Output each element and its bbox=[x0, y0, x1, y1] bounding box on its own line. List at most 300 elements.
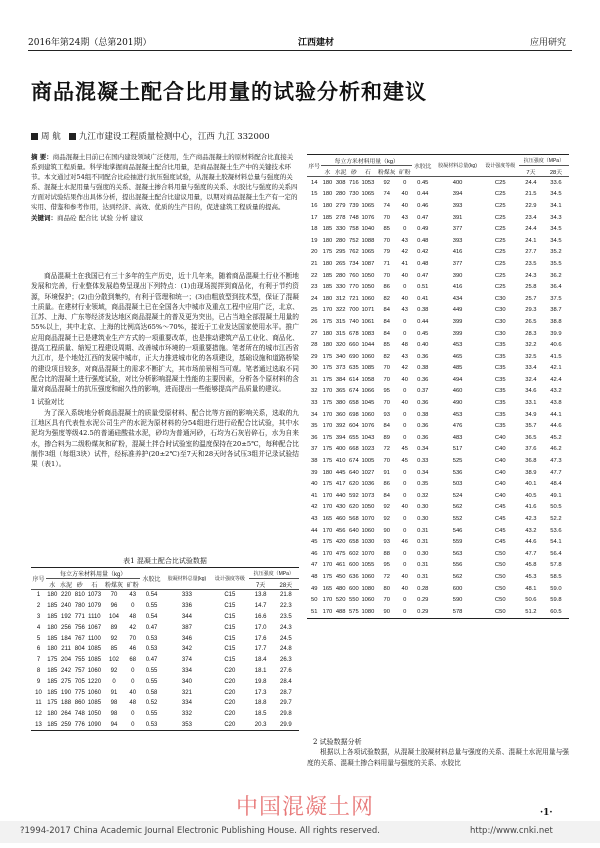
table-cell: C30 bbox=[494, 295, 506, 302]
table-cell: 0.37 bbox=[417, 388, 429, 395]
table-cell: 165 bbox=[322, 516, 333, 523]
section-2-paragraph: 根据以上各项试验数据，从混凝土胶凝材料总量与强度的关系、混凝土水泥用量与强度的关系、混凝土掺合料用量与强度的关系、水胶比 bbox=[307, 748, 569, 767]
table-cell: 485 bbox=[452, 365, 463, 372]
table-cell: 34.9 bbox=[525, 411, 537, 418]
table-cell: 390 bbox=[452, 272, 463, 279]
table-cell: 175 bbox=[322, 249, 333, 256]
table-cell: 416 bbox=[452, 284, 463, 291]
table-cell: 17.0 bbox=[254, 624, 267, 631]
table-cell: 50.5 bbox=[550, 504, 562, 511]
table-cell: 1023 bbox=[361, 446, 375, 453]
table-row bbox=[307, 432, 569, 444]
table-cell: 344 bbox=[181, 613, 192, 620]
table-cell: 775 bbox=[74, 689, 85, 696]
table-cell: 1085 bbox=[87, 646, 102, 653]
table-cell: 92 bbox=[383, 516, 390, 523]
table-cell: 80 bbox=[383, 585, 390, 592]
th-group: 每立方米材料用量（kg） bbox=[46, 568, 140, 579]
table-row bbox=[307, 293, 569, 305]
table-cell: 180 bbox=[322, 237, 333, 244]
table-row bbox=[31, 709, 299, 720]
table-cell: 308 bbox=[335, 179, 346, 186]
table-cell: 0.34 bbox=[417, 469, 429, 476]
table-cell: 40 bbox=[401, 191, 408, 198]
table-cell: 0.33 bbox=[417, 458, 429, 465]
table-cell: 46 bbox=[129, 646, 137, 653]
table-cell: 804 bbox=[74, 646, 85, 653]
table-cell: 23.5 bbox=[525, 260, 537, 267]
table-cell: 445 bbox=[335, 469, 346, 476]
table-cell: 399 bbox=[452, 318, 463, 325]
table-cell: 320 bbox=[335, 342, 346, 349]
table-cell: 74 bbox=[383, 202, 390, 209]
table-cell: 14.7 bbox=[254, 603, 267, 610]
table-cell: 600 bbox=[349, 562, 359, 569]
table-cell: 264 bbox=[61, 711, 72, 718]
table-cell: 170 bbox=[322, 423, 333, 430]
running-header bbox=[28, 33, 572, 49]
table-cell: 28.7 bbox=[280, 689, 292, 696]
table-cell: 315 bbox=[335, 330, 346, 337]
table-cell: 180 bbox=[47, 711, 58, 718]
table-cell: 465 bbox=[452, 353, 463, 360]
table-cell: 40 bbox=[401, 202, 408, 209]
page-number: ·1· bbox=[540, 808, 553, 818]
table-cell: 51.2 bbox=[525, 608, 537, 615]
table-cell: 592 bbox=[349, 492, 359, 499]
table-cell: C25 bbox=[494, 272, 506, 279]
table-cell: 340 bbox=[335, 353, 346, 360]
table-cell: 1050 bbox=[87, 711, 102, 718]
th-binder: 胶凝材料总量(kg) bbox=[434, 155, 482, 177]
table-cell: 1060 bbox=[361, 573, 375, 580]
table-cell: 41 bbox=[310, 492, 318, 499]
table-cell: 36.8 bbox=[525, 458, 537, 465]
table-cell: 24.1 bbox=[525, 237, 537, 244]
table-cell: 0.38 bbox=[417, 365, 429, 372]
table-cell: 58.5 bbox=[550, 573, 562, 580]
table-row bbox=[307, 606, 569, 618]
table-cell: 780 bbox=[74, 603, 85, 610]
table-cell: 0.58 bbox=[145, 689, 158, 696]
table-cell: 475 bbox=[335, 550, 346, 557]
table-cell: C20 bbox=[224, 667, 236, 674]
table-cell: 84 bbox=[383, 318, 390, 325]
table-cell: 1088 bbox=[361, 237, 375, 244]
th-col: 砂 bbox=[74, 579, 87, 590]
table-cell: 480 bbox=[335, 585, 346, 592]
table-row bbox=[307, 270, 569, 282]
table-cell: 22.3 bbox=[280, 603, 292, 610]
table-cell: 748 bbox=[349, 214, 359, 221]
table-cell: 1053 bbox=[361, 179, 375, 186]
table-cell: 72 bbox=[383, 573, 390, 580]
table-cell: 185 bbox=[47, 721, 58, 728]
table-cell: 90 bbox=[383, 527, 390, 534]
table-1-continued bbox=[307, 154, 569, 619]
author-affiliation: 九江市建设工程质量检测中心，江西 九江 332000 bbox=[78, 132, 270, 142]
abstract-text: 商品混凝土目前已在国内建设领域广泛使用，生产商品混凝土的原材料配合比直接关系到建筑工程质量。科学地掌握商品混凝土配合比用量，是商品混凝土生产中的关键技术环节。本文通过对54组不同配合比砼抽进行抗压强度试验，从混凝土胶凝材料总量与强度的关系、混凝土水泥用量与强度的关系、混凝土掺合料用量与强度的关系、水胶比与强度的关系四方面对试验结果作出具体分析，提出混凝土配合比建议用量，以期对商品混凝土生产有一定的实用、借鉴和参考作用，达到经济、高效、优质的生产目的，促进建筑工程质量的提高。 bbox=[31, 153, 298, 212]
table-cell: 0.36 bbox=[417, 434, 429, 441]
table-cell: 334 bbox=[181, 700, 192, 707]
table-cell: 41.6 bbox=[525, 504, 537, 511]
table-cell: 0.47 bbox=[145, 624, 158, 631]
table-cell: 256 bbox=[61, 624, 72, 631]
table-cell: 46 bbox=[310, 550, 318, 557]
table-cell: 525 bbox=[452, 458, 463, 465]
table-cell: 32.2 bbox=[525, 342, 537, 349]
th-wb: 水胶比 bbox=[140, 568, 163, 590]
table-cell: 175 bbox=[322, 353, 333, 360]
table-cell: 29.3 bbox=[525, 307, 537, 314]
table-cell: 28.3 bbox=[525, 330, 537, 337]
table-cell: 0.54 bbox=[145, 613, 158, 620]
table-cell: 1030 bbox=[361, 539, 375, 546]
table-cell: 88 bbox=[383, 550, 390, 557]
table-cell: 0.40 bbox=[417, 342, 429, 349]
table-cell: 259 bbox=[61, 721, 72, 728]
table-cell: 48 bbox=[129, 700, 137, 707]
table-cell: 658 bbox=[349, 400, 359, 407]
th-d28: 28天 bbox=[543, 166, 569, 177]
table-cell: 2 bbox=[36, 603, 41, 610]
table-cell: 0.30 bbox=[417, 504, 429, 511]
table-cell: 19.8 bbox=[254, 678, 267, 685]
table-cell: 0 bbox=[403, 597, 407, 604]
table-cell: 17.6 bbox=[254, 635, 267, 642]
intro-paragraph: 商品混凝土在我国已有三十多年的生产历史，近十几年来，随着商品混凝土行业不断地发展和完善，行业整体发展趋势呈现出下列特点：(1)由现场搅拌到商品化，有利于节约资源，环境保护；(2)由分散到集约，有利于管理和统一；(3)由粗放型到技术型，保证了混凝土质量。在建材行业领域，商品混凝土已在全国各大中城市及重点工程中应用广泛，北京、江苏、上海、广东等经济发达地区商品混凝土的普及更为突出，已占当地全部混凝土用量的55%以上，其中北京、上海的比例高达65%～70%，接近于工业发达国家使用水平。推广应用商品混凝土已是建筑业生产方式的一项重要改革，也是推动建筑产品工业化、商品化、提高工程质量、缩短工程建设周期、改善城市环境的一项重要措施。笔者所在的城市江西省九江市，是个地处江西的发展中城市，正大力推进城市化的各项建设，基础设施和道路桥梁的建设项目较多，对商品混凝土的需求不断扩大，其市场前景相当可观。笔者通过选取不同配合比的混凝土进行强度试验，对比分析影响混凝土性能的主要因素，分析各个原材料的含量对商品混凝土的抗压强度和耐久性的影响，进而提出一些能够提高产品质量的建议。 bbox=[31, 272, 299, 394]
table-cell: C35 bbox=[494, 353, 506, 360]
table-cell: C35 bbox=[494, 400, 506, 407]
table-cell: 399 bbox=[452, 330, 463, 337]
table-cell: 18.4 bbox=[254, 657, 267, 664]
author-square-icon bbox=[31, 133, 38, 140]
table-cell: 0.51 bbox=[417, 284, 429, 291]
table-cell: 180 bbox=[322, 191, 333, 198]
table-cell: 23 bbox=[310, 284, 318, 291]
table-cell: 34.5 bbox=[550, 226, 562, 233]
table-cell: 336 bbox=[181, 603, 192, 610]
table-cell: 185 bbox=[322, 272, 333, 279]
table-cell: 1058 bbox=[361, 376, 375, 383]
table-cell: 757 bbox=[74, 667, 85, 674]
table-cell: 16.6 bbox=[254, 613, 267, 620]
table-cell: 41 bbox=[401, 260, 408, 267]
th-grade: 设计强度等级 bbox=[482, 155, 519, 177]
table-cell: 0 bbox=[403, 527, 407, 534]
table-cell: 342 bbox=[181, 646, 192, 653]
th-d7: 7天 bbox=[249, 579, 273, 590]
table-cell: 15 bbox=[310, 191, 318, 198]
table-cell: 211 bbox=[61, 646, 71, 653]
table-cell: 96 bbox=[110, 603, 118, 610]
table-cell: 40 bbox=[401, 400, 408, 407]
table-2-body bbox=[307, 177, 569, 619]
table-row bbox=[31, 655, 299, 666]
table-cell: 74 bbox=[383, 191, 390, 198]
table-row bbox=[307, 525, 569, 537]
table-cell: 8 bbox=[36, 667, 41, 674]
table-row bbox=[307, 467, 569, 479]
table-row bbox=[307, 455, 569, 467]
table-cell: 27.6 bbox=[280, 667, 292, 674]
table-cell: 185 bbox=[47, 603, 58, 610]
th-col: 矿粉 bbox=[398, 166, 412, 177]
table-cell: 0.36 bbox=[417, 353, 429, 360]
table-cell: 47.7 bbox=[525, 550, 537, 557]
table-cell: 170 bbox=[322, 307, 333, 314]
table-cell: 28 bbox=[310, 342, 318, 349]
table-cell: 590 bbox=[452, 597, 463, 604]
table-cell: 29 bbox=[310, 353, 318, 360]
table-cell: C25 bbox=[494, 284, 506, 291]
table-cell: 32 bbox=[310, 388, 318, 395]
table-cell: 524 bbox=[452, 492, 463, 499]
table-cell: 21.5 bbox=[525, 191, 537, 198]
table-cell: 185 bbox=[322, 214, 333, 221]
table-cell: 1040 bbox=[361, 226, 375, 233]
table-cell: 0.45 bbox=[417, 179, 429, 186]
table-row bbox=[31, 633, 299, 644]
th-col: 砂 bbox=[348, 166, 360, 177]
table-cell: 84 bbox=[383, 307, 390, 314]
table-cell: 0 bbox=[403, 434, 407, 441]
table-cell: 440 bbox=[335, 492, 346, 499]
table-cell: 175 bbox=[322, 573, 333, 580]
table-cell: 170 bbox=[322, 492, 333, 499]
table-cell: 36.4 bbox=[550, 284, 562, 291]
table-cell: 98 bbox=[110, 711, 118, 718]
table-cell: 91 bbox=[383, 469, 390, 476]
table-cell: 1080 bbox=[361, 608, 375, 615]
table-cell: 34.6 bbox=[525, 388, 537, 395]
table-cell: 3 bbox=[36, 613, 41, 620]
table-cell: C45 bbox=[494, 504, 506, 511]
table-cell: 29.9 bbox=[280, 721, 292, 728]
table-cell: 1044 bbox=[361, 342, 375, 349]
section-label: 应用研究 bbox=[529, 38, 566, 48]
table-cell: 0.36 bbox=[417, 376, 429, 383]
table-cell: 450 bbox=[335, 573, 346, 580]
table-cell: 0 bbox=[403, 411, 407, 418]
table-row bbox=[307, 397, 569, 409]
table-cell: 46.2 bbox=[550, 446, 562, 453]
table-cell: 70 bbox=[383, 237, 390, 244]
table-row bbox=[307, 490, 569, 502]
table-cell: C20 bbox=[224, 721, 236, 728]
table-cell: 6 bbox=[36, 646, 41, 653]
table-cell: 0 bbox=[131, 678, 135, 685]
table-cell: 0.30 bbox=[417, 516, 429, 523]
table-row bbox=[307, 363, 569, 375]
table-cell: C25 bbox=[494, 226, 506, 233]
table-cell: C20 bbox=[224, 700, 236, 707]
table-cell: 280 bbox=[335, 237, 346, 244]
table-cell: 185 bbox=[47, 689, 58, 696]
th-d7: 7天 bbox=[519, 166, 543, 177]
table-cell: 43 bbox=[129, 592, 137, 599]
table-cell: 460 bbox=[452, 388, 463, 395]
table-row bbox=[307, 258, 569, 270]
table-cell: C20 bbox=[224, 678, 236, 685]
table-cell: 68 bbox=[129, 657, 137, 664]
table-cell: 278 bbox=[335, 214, 346, 221]
table-cell: 42 bbox=[401, 249, 408, 256]
table-cell: 0.47 bbox=[145, 657, 158, 664]
table-cell: 21 bbox=[310, 260, 318, 267]
table-cell: 28.4 bbox=[280, 678, 292, 685]
table-cell: 90 bbox=[383, 608, 390, 615]
table-cell: 315 bbox=[335, 318, 346, 325]
table-cell: 185 bbox=[322, 226, 333, 233]
table-row bbox=[307, 478, 569, 490]
table-cell: 721 bbox=[349, 295, 359, 302]
table-cell: 503 bbox=[452, 481, 463, 488]
table-cell: 0.53 bbox=[145, 635, 158, 642]
table-cell: 536 bbox=[452, 469, 463, 476]
section-1-paragraph: 为了深入系统地分析商品混凝土的质量受原材料、配合比等方面的影响关系，选取的九江地区具有代表性水泥公司生产的水泥为原材料的分54组进行进行砼配合比试验，其中水泥均为强度等级42.5的普通硅酸盐水泥，砂均为普通河砂，石均为石灰岩碎石，水为自来水，掺合料为二级粉煤灰和矿粉，混凝土拌合时试验室的温度保持在20±5℃，每种配合比制作3组（每组3块）试件，经标准养护(20±2℃)至7天和28天时各试压3组并记录试验结果（表1）。 bbox=[31, 408, 299, 469]
table-row bbox=[307, 594, 569, 606]
table-cell: 559 bbox=[452, 539, 463, 546]
copyright-text: ?1994-2017 China Academic Journal Electronic Publishing House. All rights reserved. bbox=[20, 826, 380, 836]
table-cell: 84 bbox=[383, 492, 390, 499]
table-cell: C50 bbox=[494, 562, 506, 569]
table-cell: 40 bbox=[401, 272, 408, 279]
table-cell: 38.9 bbox=[525, 469, 537, 476]
table-cell: 42.1 bbox=[550, 365, 562, 372]
table-cell: 420 bbox=[335, 539, 346, 546]
table-cell: 1050 bbox=[361, 284, 375, 291]
table-cell: 92 bbox=[110, 635, 118, 642]
table-cell: 93 bbox=[383, 539, 390, 546]
table-cell: 698 bbox=[349, 411, 359, 418]
table-cell: 180 bbox=[322, 260, 333, 267]
table-cell: 180 bbox=[322, 179, 333, 186]
th-no: 序号 bbox=[307, 155, 321, 177]
table-cell: 93 bbox=[383, 411, 390, 418]
table-cell: 546 bbox=[452, 527, 463, 534]
section-2-text bbox=[307, 747, 569, 769]
table-cell: 204 bbox=[61, 657, 72, 664]
table-cell: 185 bbox=[47, 613, 58, 620]
header-rule bbox=[28, 50, 572, 51]
table-cell: 40 bbox=[129, 689, 137, 696]
th-col: 水泥 bbox=[59, 579, 74, 590]
table-cell: 334 bbox=[181, 667, 192, 674]
table-cell: 25 bbox=[310, 307, 318, 314]
table-cell: 1073 bbox=[361, 492, 375, 499]
table-cell: 0 bbox=[131, 721, 135, 728]
table-cell: 490 bbox=[452, 400, 463, 407]
table-cell: 85 bbox=[383, 226, 390, 233]
table-cell: C20 bbox=[224, 711, 236, 718]
table-cell: 94 bbox=[110, 721, 118, 728]
table-cell: 24.5 bbox=[280, 635, 292, 642]
table-cell: 180 bbox=[47, 592, 58, 599]
table-cell: 175 bbox=[322, 458, 333, 465]
table-cell: 1076 bbox=[361, 214, 375, 221]
table-cell: 740 bbox=[349, 318, 359, 325]
table-cell: 39 bbox=[310, 469, 318, 476]
table-cell: 18.8 bbox=[254, 700, 267, 707]
table-row bbox=[307, 444, 569, 456]
table-cell: 24 bbox=[310, 295, 318, 302]
table-cell: 394 bbox=[335, 434, 346, 441]
th-col: 矿粉 bbox=[125, 579, 140, 590]
table-cell: 0 bbox=[403, 550, 407, 557]
table-cell: 40.1 bbox=[525, 481, 537, 488]
table-cell: 188 bbox=[61, 700, 72, 707]
table-cell: C25 bbox=[494, 214, 506, 221]
table-cell: 175 bbox=[322, 481, 333, 488]
table-cell: 640 bbox=[349, 527, 359, 534]
table-cell: 82 bbox=[383, 353, 390, 360]
table-cell: 373 bbox=[335, 365, 346, 372]
table-cell: 384 bbox=[335, 376, 346, 383]
table-cell: 43 bbox=[401, 237, 408, 244]
table-cell: 85 bbox=[383, 342, 390, 349]
table-cell: 456 bbox=[335, 527, 346, 534]
table-cell: 1060 bbox=[361, 353, 375, 360]
section-2-heading: 2 试验数据分析 bbox=[313, 738, 362, 746]
table-cell: 180 bbox=[322, 469, 333, 476]
table-cell: 59.8 bbox=[550, 597, 562, 604]
table-cell: C40 bbox=[494, 492, 506, 499]
keywords-text: 商品砼 配合比 试验 分析 建议 bbox=[57, 213, 144, 222]
table-row bbox=[307, 339, 569, 351]
table-cell: 748 bbox=[74, 711, 85, 718]
table-cell: 37.5 bbox=[550, 295, 562, 302]
table-row bbox=[31, 622, 299, 633]
table-cell: 0.55 bbox=[145, 603, 158, 610]
table-cell: 0 bbox=[403, 330, 407, 337]
table-cell: 393 bbox=[452, 237, 463, 244]
cnki-link[interactable]: http://www.cnki.net bbox=[470, 826, 553, 836]
table-cell: 1067 bbox=[87, 624, 102, 631]
table-cell: 0.47 bbox=[417, 214, 429, 221]
table-cell: 42 bbox=[310, 504, 318, 511]
table-cell: 280 bbox=[335, 191, 346, 198]
table-cell: 29.7 bbox=[280, 700, 292, 707]
table-cell: C35 bbox=[494, 411, 506, 418]
table-cell: 453 bbox=[452, 411, 463, 418]
table-cell: 0.31 bbox=[417, 562, 429, 569]
table-cell: 40 bbox=[401, 376, 408, 383]
table-cell: 79 bbox=[383, 249, 390, 256]
th-col: 粉煤灰 bbox=[376, 166, 398, 177]
table-cell: 460 bbox=[335, 516, 346, 523]
table-cell: C40 bbox=[494, 458, 506, 465]
table-cell: 40 bbox=[401, 573, 408, 580]
table-cell: 180 bbox=[322, 330, 333, 337]
table-cell: 488 bbox=[335, 608, 346, 615]
table-cell: 1070 bbox=[361, 516, 375, 523]
watermark: 中国混凝土网 bbox=[236, 795, 375, 820]
section-1-heading: 1 试验对比 bbox=[31, 397, 65, 406]
table-cell: 71 bbox=[383, 260, 390, 267]
table-cell: 1027 bbox=[361, 469, 375, 476]
table-cell: 34.5 bbox=[550, 191, 562, 198]
table-cell: 0.31 bbox=[417, 527, 429, 534]
table-cell: 10 bbox=[35, 689, 42, 696]
table-cell: 23.4 bbox=[525, 214, 537, 221]
table-cell: 18.5 bbox=[254, 711, 267, 718]
table-cell: 70 bbox=[383, 400, 390, 407]
table-cell: 453 bbox=[452, 342, 463, 349]
table-cell: 602 bbox=[349, 550, 359, 557]
table-cell: 752 bbox=[349, 237, 359, 244]
table-cell: 20.3 bbox=[254, 721, 267, 728]
